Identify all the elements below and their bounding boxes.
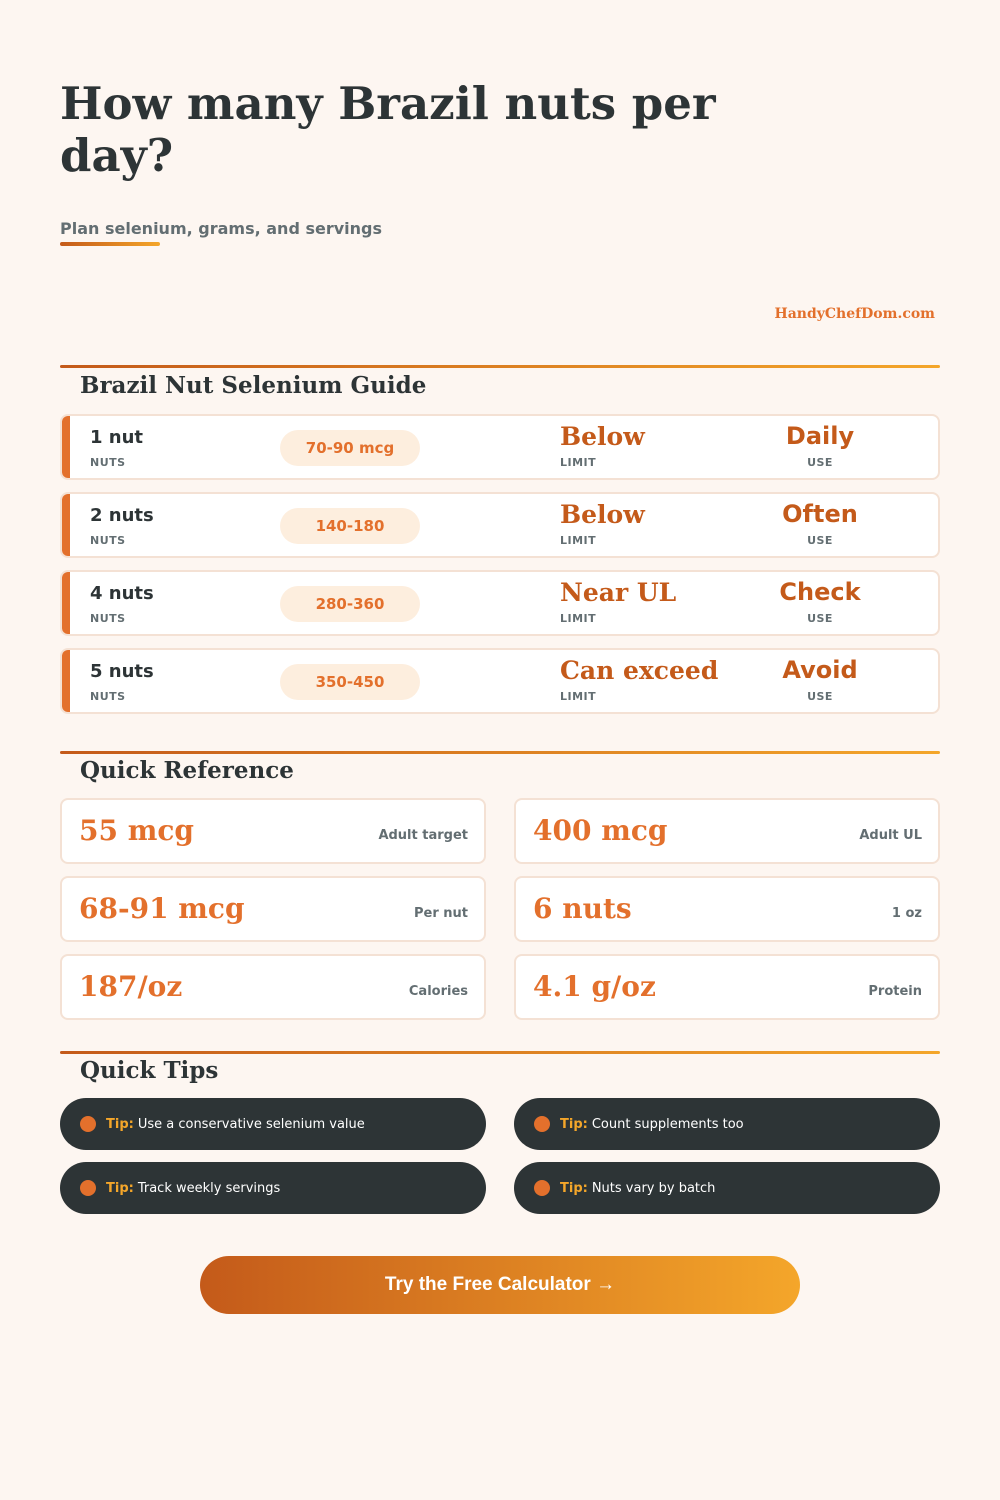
limit-value: Below [560, 422, 645, 451]
subtitle-underline [60, 242, 160, 246]
nut-count-label: NUTS [90, 456, 126, 469]
reference-label: Calories [408, 984, 468, 999]
tip-text: Nuts vary by batch [591, 1180, 716, 1196]
use-label: USE [807, 534, 833, 547]
use-label: USE [807, 456, 833, 469]
bullet-dot-icon [80, 1116, 96, 1132]
use-label: USE [807, 612, 833, 625]
tip-item [514, 1162, 940, 1214]
reference-value: 55 mcg [79, 814, 194, 847]
use-label: USE [807, 690, 833, 703]
guide-row [60, 648, 940, 714]
tip-item [60, 1162, 486, 1214]
bullet-dot-icon [534, 1180, 550, 1196]
tip-text: Track weekly servings [137, 1180, 281, 1196]
reference-label: 1 oz [891, 906, 922, 921]
row-accent-bar [62, 416, 70, 478]
row-accent-bar [62, 572, 70, 634]
bullet-dot-icon [80, 1180, 96, 1196]
reference-card [60, 798, 486, 864]
section-divider [60, 751, 940, 754]
reference-value: 68-91 mcg [79, 892, 245, 925]
reference-label: Adult target [378, 828, 468, 843]
nut-count: 1 nut [90, 427, 144, 448]
section-divider [60, 365, 940, 368]
use-value: Check [779, 578, 861, 606]
limit-label: LIMIT [560, 612, 597, 625]
limit-label: LIMIT [560, 534, 597, 547]
guide-row [60, 492, 940, 558]
tip-key: Tip: [560, 1180, 588, 1196]
guide-heading: Brazil Nut Selenium Guide [80, 372, 427, 399]
row-accent-bar [62, 650, 70, 712]
reference-card [60, 954, 486, 1020]
page-subtitle: Plan selenium, grams, and servings [60, 219, 383, 238]
tip-item [60, 1098, 486, 1150]
reference-card [60, 876, 486, 942]
use-value: Daily [785, 422, 855, 450]
selenium-pill: 350-450 [280, 664, 420, 700]
tip-text: Use a conservative selenium value [137, 1116, 365, 1132]
limit-value: Can exceed [560, 656, 719, 685]
section-divider [60, 1051, 940, 1054]
use-value: Avoid [782, 656, 858, 684]
reference-label: Per nut [413, 906, 468, 921]
tip-key: Tip: [560, 1116, 588, 1132]
reference-label: Adult UL [859, 828, 922, 843]
nut-count-label: NUTS [90, 690, 126, 703]
nut-count: 4 nuts [90, 583, 154, 604]
limit-value: Near UL [560, 578, 677, 607]
reference-card [514, 876, 940, 942]
calculator-cta-button[interactable]: Try the Free Calculator → [200, 1256, 800, 1314]
tips-heading: Quick Tips [80, 1057, 219, 1084]
use-value: Often [782, 500, 858, 528]
selenium-pill: 140-180 [280, 508, 420, 544]
tip-item [514, 1098, 940, 1150]
tip-key: Tip: [106, 1116, 134, 1132]
bullet-dot-icon [534, 1116, 550, 1132]
page-title: How many Brazil nuts per day? [60, 77, 716, 182]
selenium-pill: 280-360 [280, 586, 420, 622]
limit-label: LIMIT [560, 690, 597, 703]
reference-label: Protein [868, 984, 922, 999]
guide-row [60, 414, 940, 480]
brand-name: HandyChefDom.com [774, 306, 935, 322]
reference-heading: Quick Reference [80, 757, 294, 784]
reference-value: 6 nuts [533, 892, 632, 925]
nut-count-label: NUTS [90, 612, 126, 625]
reference-value: 400 mcg [533, 814, 668, 847]
guide-row [60, 570, 940, 636]
limit-label: LIMIT [560, 456, 597, 469]
reference-card [514, 798, 940, 864]
reference-value: 187/oz [79, 970, 183, 1003]
nut-count: 2 nuts [90, 505, 154, 526]
tip-text: Count supplements too [591, 1116, 744, 1132]
nut-count-label: NUTS [90, 534, 126, 547]
limit-value: Below [560, 500, 645, 529]
reference-value: 4.1 g/oz [533, 970, 656, 1003]
selenium-pill: 70-90 mcg [280, 430, 420, 466]
tip-key: Tip: [106, 1180, 134, 1196]
reference-card [514, 954, 940, 1020]
row-accent-bar [62, 494, 70, 556]
nut-count: 5 nuts [90, 661, 154, 682]
